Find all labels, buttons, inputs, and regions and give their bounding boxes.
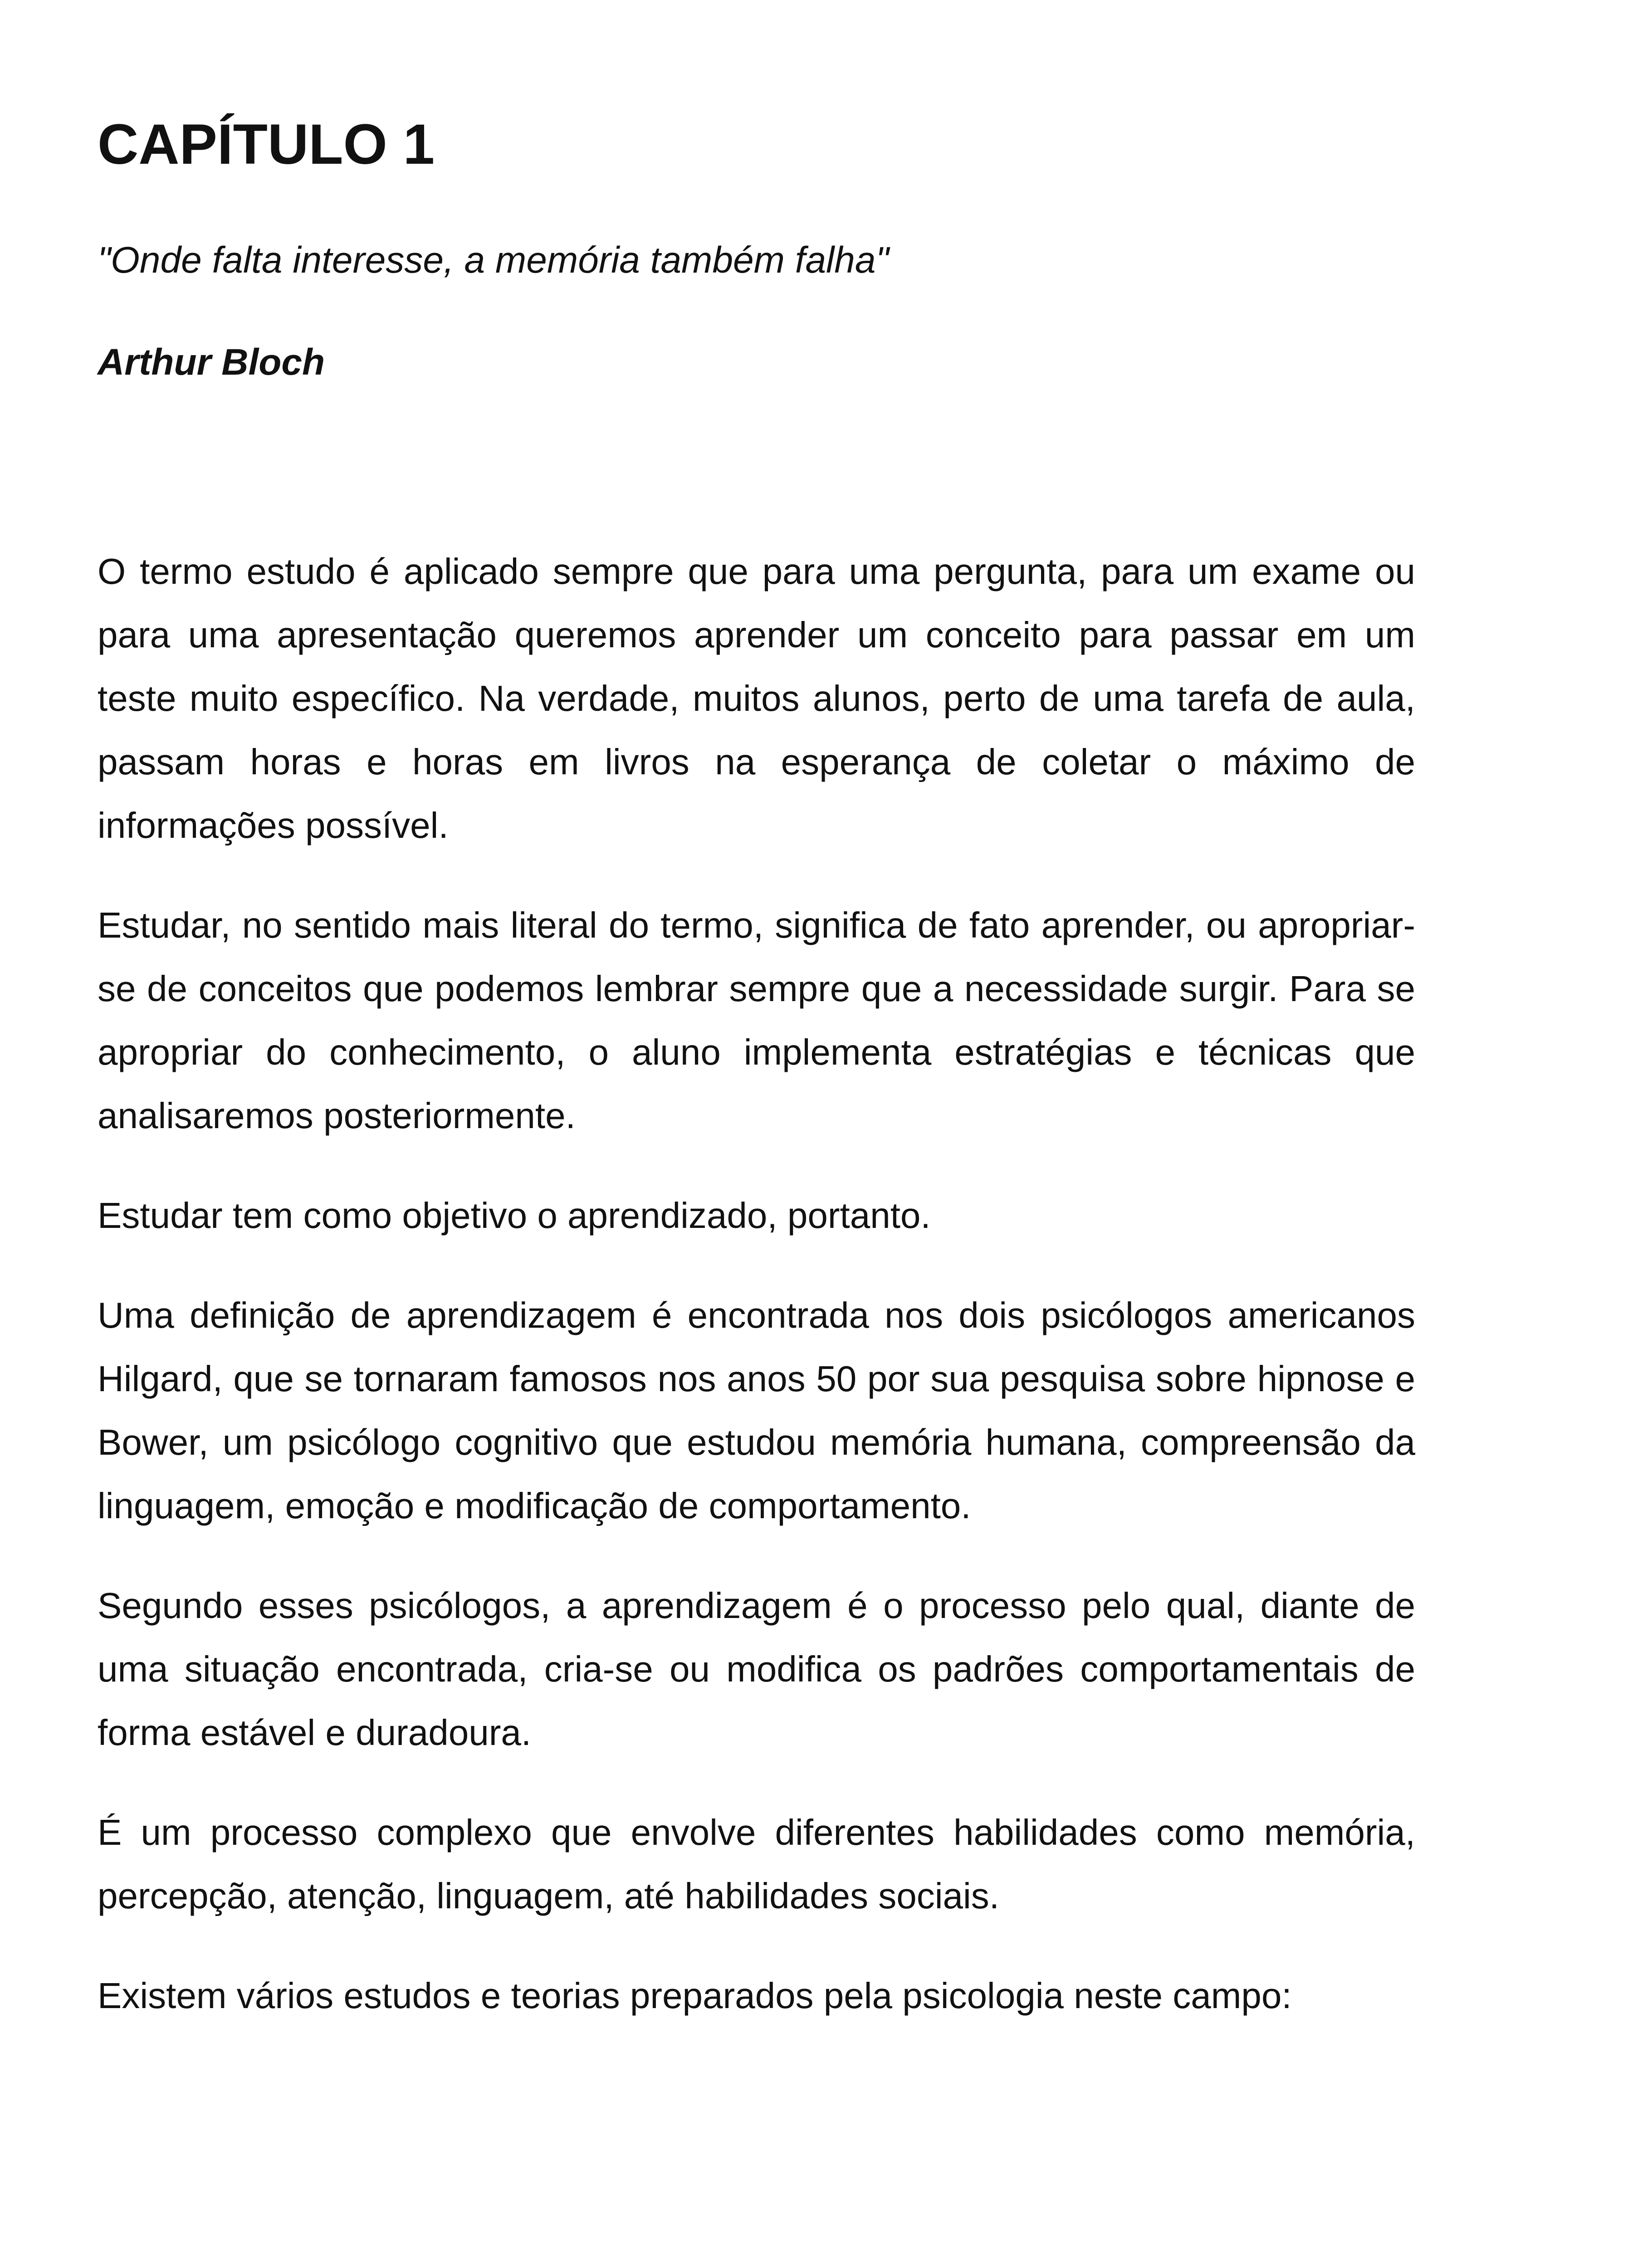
paragraph: Uma definição de aprendizagem é encontrada nos dois psicólogos americanos Hilgard, que se tornaram famosos nos anos 50 por sua pesquisa sobre hipnose e Bower, um psicólogo cognitivo que estudou memória humana, compreensão da linguagem, emoção e modificação de comportamento. [98,1295,1415,1526]
epigraph-quote: "Onde falta interesse, a memória também falha" [98,240,889,281]
body-text [98,540,1415,2064]
chapter-title: CAPÍTULO 1 [98,113,435,176]
paragraph: O termo estudo é aplicado sempre que para uma pergunta, para um exame ou para uma apresentação queremos aprender um conceito para passar em um teste muito específico. Na verdade, muitos alunos, perto de uma tarefa de aula, passam horas e horas em livros na esperança de coletar o máximo de informações possível. [98,551,1415,846]
paragraph: Segundo esses psicólogos, a aprendizagem é o processo pelo qual, diante de uma situação encontrada, cria-se ou modifica os padrões comportamentais de forma estável e duradoura. [98,1585,1415,1753]
paragraph: Existem vários estudos e teorias preparados pela psicologia neste campo: [98,1975,1292,2016]
paragraph: Estudar, no sentido mais literal do termo, significa de fato aprender, ou apropriar-se de conceitos que podemos lembrar sempre que a necessidade surgir. Para se apropriar do conhecimento, o aluno implementa estratégias e técnicas que analisaremos posteriormente. [98,905,1415,1136]
epigraph-author: Arthur Bloch [98,342,325,383]
paragraph: É um processo complexo que envolve diferentes habilidades como memória, percepção, atenção, linguagem, até habilidades sociais. [98,1812,1415,1916]
paragraph: Estudar tem como objetivo o aprendizado, portanto. [98,1195,931,1236]
